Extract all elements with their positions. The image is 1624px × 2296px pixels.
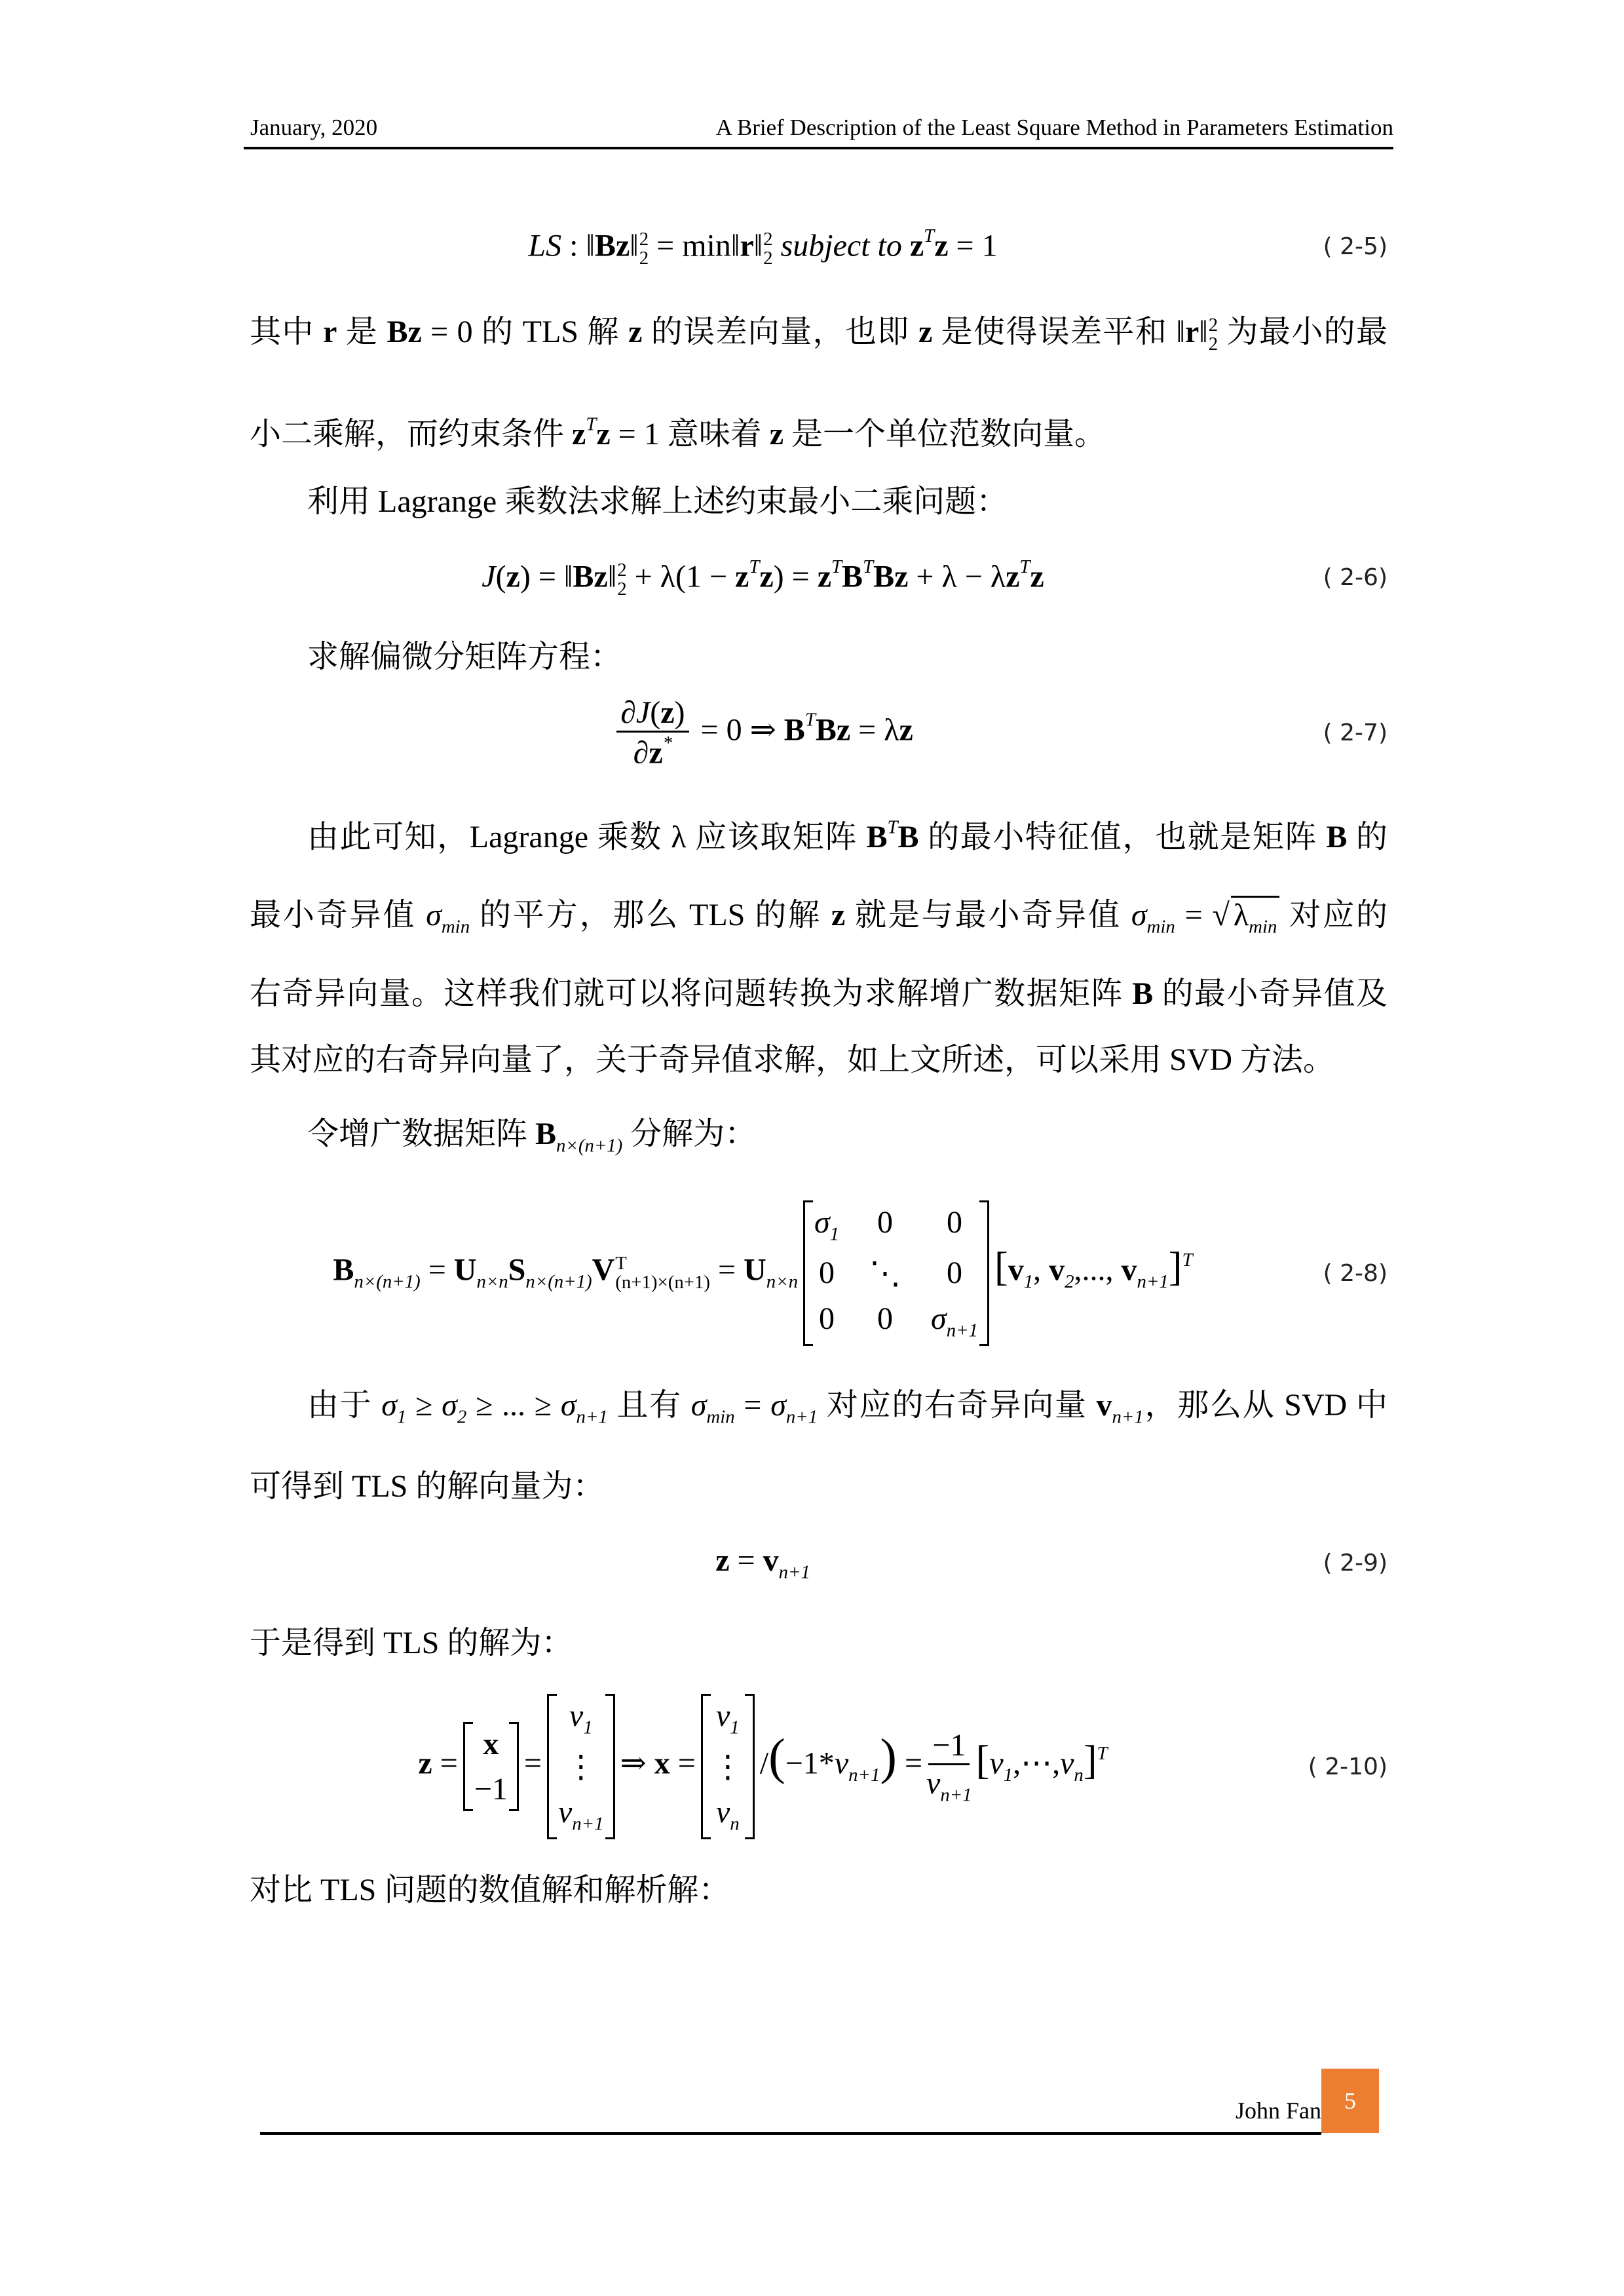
math-token: n+1 (785, 1406, 818, 1428)
math-token: ∂ (620, 695, 636, 730)
math-token: v (715, 1698, 730, 1734)
math-token: σ (814, 1205, 830, 1240)
math-token: 右奇异向量。这样我们就可以将问题转换为求解增广数据矩阵 (250, 976, 1133, 1011)
matrix-cell (474, 1771, 508, 1807)
math-token: r (1184, 315, 1199, 349)
math-token: = (896, 1746, 923, 1782)
matrix-cell (712, 1748, 744, 1785)
math-token: z (660, 695, 675, 730)
math-token: 是 (337, 315, 387, 349)
equation-2-6 (250, 556, 1388, 598)
math-token: 2 (617, 578, 627, 600)
math-token: 2 (763, 247, 773, 269)
math-token: r (323, 315, 337, 349)
math-token (633, 733, 672, 771)
math-token: T (749, 556, 760, 577)
math-token (1231, 896, 1279, 938)
math-token: z (649, 735, 663, 771)
math-content (250, 315, 1388, 354)
math-token: 是一个单位范数向量。 (784, 416, 1106, 451)
math-content (307, 1388, 1388, 1428)
math-token: −1 (932, 1727, 966, 1763)
paragraph-line (250, 971, 1388, 1017)
math-token: 的 (1347, 819, 1388, 854)
matrix-cell (814, 1255, 839, 1292)
math-token: ⋮ (565, 1750, 597, 1784)
paragraph-line (250, 309, 1388, 355)
equation-2-7 (250, 695, 1388, 771)
math-token: 2 (763, 228, 773, 250)
math-token: 2 (1065, 1271, 1074, 1293)
math-token: z (572, 416, 586, 451)
math-token: z (1006, 559, 1020, 594)
matrix-cell (869, 1255, 901, 1292)
paragraph-line (307, 1383, 1388, 1440)
math-token: v (1096, 1388, 1112, 1423)
math-token: n+1 (576, 1406, 608, 1428)
paragraph-line (307, 804, 1388, 860)
math-token: n×(n+1) (556, 1135, 623, 1157)
math-token: v (989, 1746, 1004, 1782)
math-token: 0 (947, 1205, 962, 1240)
math-token: T (586, 413, 597, 434)
math-token: 0 (819, 1255, 835, 1290)
math-token: = 0 ⇒ (692, 712, 784, 748)
math-token: 2 (457, 1406, 467, 1428)
math-token: n (730, 1813, 740, 1835)
math-token: subject to (772, 228, 910, 263)
math-token: B (1326, 819, 1348, 854)
matrix-cell (814, 1204, 839, 1246)
math-token: S (508, 1253, 526, 1288)
math-token: n+1 (946, 1320, 978, 1341)
math-token: −1* (785, 1746, 835, 1782)
footer-author: John Fan (1235, 2097, 1321, 2124)
math-token: T (887, 816, 898, 837)
math-token: ⋮ (711, 1750, 744, 1784)
math-token (616, 695, 689, 733)
math-token: ‖ (753, 228, 763, 263)
math-token: v (1121, 1253, 1137, 1288)
math-token: z (934, 228, 949, 263)
math-token: ,..., (1074, 1253, 1122, 1288)
math-token: z (735, 559, 749, 594)
paragraph-line (307, 1111, 1388, 1169)
math-token: U (453, 1253, 477, 1288)
math-token: σ (560, 1388, 576, 1423)
math-token: min (441, 916, 470, 938)
math-token: 小二乘解，而约束条件 (250, 416, 573, 451)
math-token: B (784, 712, 805, 748)
equation-2-5 (250, 225, 1388, 267)
matrix-cell (712, 1794, 744, 1835)
paragraph-line (250, 1037, 1388, 1083)
math-token: 1 (1003, 1765, 1013, 1786)
math-token: B (866, 819, 888, 854)
math-content (307, 816, 1388, 854)
math-token: ，那么从 SVD 中 (1143, 1388, 1388, 1423)
math-token: (n+1)×(n+1) (615, 1272, 710, 1293)
math-token: ] (1083, 1738, 1097, 1784)
math-token: 最小奇异值 (250, 898, 426, 932)
math-token: ) = (773, 559, 818, 594)
math-content (418, 1694, 1107, 1839)
math-token: n×(n+1) (525, 1271, 592, 1293)
math-token: z (909, 228, 924, 263)
equation-2-9 (250, 1542, 1388, 1584)
math-token: v (569, 1698, 584, 1734)
math-content (307, 484, 1008, 519)
paragraph-line (250, 1867, 1388, 1913)
math-token: v (763, 1543, 779, 1578)
math-token: J (635, 695, 651, 730)
math-token: B (333, 1253, 354, 1288)
math-token: ,⋯, (1013, 1746, 1061, 1782)
math-token: z (506, 559, 520, 594)
math-token: Bz (573, 559, 608, 594)
math-token: n×n (476, 1271, 508, 1293)
math-token: T (615, 1253, 627, 1274)
equation-number: ( 2-7) (1323, 719, 1388, 746)
math-content (250, 1626, 573, 1660)
math-token: z (918, 315, 933, 349)
equation-number: ( 2-8) (1323, 1259, 1388, 1287)
math-token: B (842, 559, 863, 594)
math-content (250, 1043, 1334, 1077)
math-token: z (899, 712, 913, 748)
math-token: 1 (396, 1406, 407, 1428)
math-token: 对应的右奇异向量 (818, 1388, 1097, 1423)
math-token: V (592, 1253, 615, 1288)
math-token: T (804, 709, 816, 731)
math-token: n+1 (778, 1561, 810, 1583)
equation-number: ( 2-10) (1308, 1753, 1388, 1780)
math-token (1209, 316, 1218, 354)
math-token (928, 1727, 970, 1765)
math-token: T (1182, 1250, 1193, 1271)
math-token: T (831, 556, 842, 577)
math-token (639, 230, 649, 268)
math-token: 2 (1208, 333, 1218, 354)
math-token: ≥ ... ≥ (466, 1388, 561, 1423)
math-token: ‖ (1199, 315, 1208, 349)
matrix (547, 1694, 615, 1839)
math-token: σ (426, 898, 442, 932)
math-token: n (1074, 1765, 1084, 1786)
math-token: / (759, 1746, 769, 1782)
math-token: 于是得到 TLS 的解为： (250, 1626, 573, 1660)
math-token: x (483, 1727, 499, 1761)
math-token: n+1 (1137, 1271, 1169, 1293)
math-content (715, 1542, 810, 1584)
math-token: 为最小的最 (1218, 315, 1388, 349)
math-token: min (1146, 916, 1175, 938)
math-token: ≥ (406, 1388, 442, 1423)
math-token: T (1019, 556, 1030, 577)
math-token: ∂ (633, 735, 649, 771)
math-token: 1 (1023, 1271, 1034, 1293)
math-token: v (926, 1765, 941, 1801)
math-token: 的最小特征值，也就是矩阵 (918, 819, 1327, 854)
math-token: ] (1168, 1244, 1182, 1290)
math-token: + λ − λ (908, 559, 1006, 594)
math-token: = 1 (948, 228, 998, 263)
math-token: σ (381, 1388, 397, 1423)
paragraph-line (250, 1464, 1388, 1510)
math-token: 0 (877, 1301, 894, 1336)
math-token: = (523, 1746, 542, 1782)
math-content (613, 695, 913, 771)
math-token: n×(n+1) (354, 1271, 421, 1293)
matrix (463, 1722, 519, 1811)
math-token: = λ (850, 712, 899, 748)
math-token: z (418, 1746, 432, 1782)
math-token: ( (768, 1729, 785, 1786)
math-token (763, 230, 772, 268)
math-token: 2 (1208, 315, 1218, 336)
math-token: min (1249, 916, 1277, 938)
math-token: σ (690, 1388, 707, 1423)
math-token: ( (495, 559, 506, 594)
math-token: 1 (829, 1224, 840, 1245)
math-content (528, 225, 997, 267)
math-content (250, 898, 1388, 938)
math-token: z (1030, 559, 1044, 594)
math-token: + λ(1 − (626, 559, 736, 594)
math-token: Bz (387, 315, 422, 349)
math-token: 0 (819, 1301, 835, 1336)
math-token: σ (770, 1388, 786, 1423)
math-token: z (596, 416, 611, 451)
matrix-cell (931, 1301, 978, 1342)
header-date: January, 2020 (250, 115, 378, 140)
math-content (307, 640, 622, 674)
paragraph-line (250, 401, 1388, 457)
math-content (307, 1117, 757, 1157)
math-token: 由此可知，Lagrange 乘数 λ 应该取矩阵 (307, 819, 867, 854)
math-token (615, 1254, 710, 1292)
math-token: ‖ (630, 228, 639, 263)
math-token: [ (975, 1738, 990, 1784)
math-token: [ (994, 1244, 1008, 1290)
math-token: = (734, 1388, 771, 1423)
equation-number: ( 2-9) (1323, 1549, 1388, 1577)
math-content (250, 413, 1106, 451)
math-token: −1 (474, 1772, 508, 1807)
math-token: 对应的 (1279, 898, 1388, 932)
matrix-cell (869, 1301, 901, 1342)
equation-2-8 (250, 1202, 1388, 1344)
math-token: = (709, 1253, 744, 1288)
math-token: 求解偏微分矩阵方程： (307, 640, 622, 674)
equation-number: ( 2-5) (1323, 233, 1388, 260)
matrix-cell (558, 1748, 604, 1785)
math-token: 其中 (250, 315, 324, 349)
equation-2-10 (250, 1694, 1388, 1839)
math-token: * (662, 733, 673, 754)
math-token: v (1060, 1746, 1074, 1782)
matrix (803, 1200, 989, 1345)
math-token: n+1 (848, 1765, 880, 1786)
math-token: z (715, 1543, 730, 1578)
math-token: min (706, 1406, 735, 1428)
math-token: 1 (583, 1717, 593, 1738)
matrix-cell (712, 1698, 744, 1739)
math-token: T (863, 556, 874, 577)
math-token: T (1097, 1743, 1108, 1765)
math-token: ) = ‖ (519, 559, 573, 594)
math-token: 0 (947, 1255, 962, 1290)
math-token: σ (1131, 898, 1147, 932)
math-token: v (1049, 1253, 1065, 1288)
math-token: 其对应的右奇异向量了，关于奇异值求解，如上文所述，可以采用 SVD 方法。 (250, 1043, 1335, 1077)
math-token: ) (880, 1729, 897, 1786)
math-token: z (831, 898, 846, 932)
math-token: = min‖ (649, 228, 740, 263)
math-token: 的最小奇异值及 (1153, 976, 1388, 1011)
paragraph-line (250, 1620, 1388, 1666)
math-token: v (1008, 1253, 1024, 1288)
paragraph-line (307, 479, 1388, 525)
math-token: = (729, 1543, 763, 1578)
math-token: n+1 (940, 1784, 972, 1806)
math-content (250, 976, 1388, 1011)
math-token: B (1132, 976, 1154, 1011)
math-token: r (740, 228, 754, 263)
math-token: 2 (639, 247, 649, 269)
math-token: = (420, 1253, 454, 1288)
math-token: ( (650, 695, 661, 730)
math-token: , (1033, 1253, 1049, 1288)
math-token: 对比 TLS 问题的数值解和解析解： (250, 1873, 730, 1907)
math-content (250, 1873, 730, 1907)
math-token: : ‖ (561, 228, 595, 263)
math-token: n+1 (1112, 1406, 1144, 1428)
paragraph-line (250, 892, 1388, 950)
matrix-cell (814, 1301, 839, 1342)
math-token: σ (442, 1388, 457, 1423)
math-token: B (897, 819, 919, 854)
math-token: λ (1233, 898, 1249, 932)
matrix (701, 1694, 755, 1839)
math-token: 0 (877, 1205, 894, 1240)
math-token (617, 561, 626, 599)
matrix-cell (931, 1204, 978, 1246)
math-token: = √ (1175, 898, 1230, 932)
fraction (926, 1727, 972, 1807)
math-token: 就是与最小奇异值 (845, 898, 1131, 932)
math-token: 令增广数据矩阵 (307, 1117, 536, 1151)
math-token: ⇒ (620, 1746, 654, 1782)
math-token: J (482, 559, 496, 594)
math-token: z (817, 559, 832, 594)
math-token: 利用 Lagrange 乘数法求解上述约束最小二乘问题： (307, 484, 1008, 519)
math-token: n×n (766, 1271, 798, 1293)
math-content (250, 1469, 604, 1504)
matrix-cell (931, 1255, 978, 1292)
math-token: x (654, 1746, 670, 1782)
footer-rule (260, 2132, 1321, 2135)
matrix-cell (869, 1204, 901, 1246)
math-token: 的平方，那么 TLS 的解 (470, 898, 831, 932)
header-rule (244, 147, 1393, 149)
math-token: v (834, 1746, 849, 1782)
math-token: = 0 的 TLS 解 (421, 315, 629, 349)
math-token: z (769, 416, 784, 451)
math-token: 2 (617, 559, 627, 581)
math-token: 1 (730, 1717, 740, 1738)
matrix-cell (558, 1698, 604, 1739)
math-token: v (557, 1795, 573, 1829)
math-token: 且有 (607, 1388, 691, 1423)
math-content (333, 1200, 1192, 1345)
math-token: U (744, 1253, 766, 1288)
math-token: 由于 (307, 1388, 382, 1423)
math-token: z (628, 315, 643, 349)
math-token: = 1 意味着 (610, 416, 770, 451)
math-token: σ (931, 1301, 947, 1336)
header-title: A Brief Description of the Least Square Method in Parameters Estimation (715, 115, 1393, 140)
math-token: ‖ (607, 559, 617, 594)
math-token: 2 (639, 228, 649, 250)
math-token: Bz (815, 712, 851, 748)
math-token: T (924, 225, 935, 246)
math-token: Bz (594, 228, 630, 263)
math-token: n+1 (572, 1813, 604, 1835)
math-token: 可得到 TLS 的解向量为： (250, 1469, 605, 1504)
math-token: z (759, 559, 774, 594)
math-token: ) (674, 695, 685, 730)
fraction (616, 695, 689, 771)
paragraph-line (307, 634, 1388, 680)
math-token: = (432, 1746, 458, 1782)
math-token (926, 1765, 972, 1807)
matrix-cell (474, 1726, 508, 1762)
math-content (482, 556, 1044, 598)
math-token: LS (528, 228, 562, 263)
math-token: ⋱ (869, 1256, 901, 1291)
math-token: 是使得误差平和 ‖ (932, 315, 1185, 349)
math-token: v (715, 1795, 730, 1829)
math-token: 的误差向量，也即 (642, 315, 918, 349)
page-number-badge: 5 (1321, 2069, 1379, 2133)
equation-number: ( 2-6) (1323, 564, 1388, 591)
math-token: = (670, 1746, 696, 1782)
math-token: B (535, 1117, 557, 1151)
matrix-cell (558, 1794, 604, 1835)
math-token: 分解为： (622, 1117, 757, 1151)
math-token: Bz (873, 559, 909, 594)
